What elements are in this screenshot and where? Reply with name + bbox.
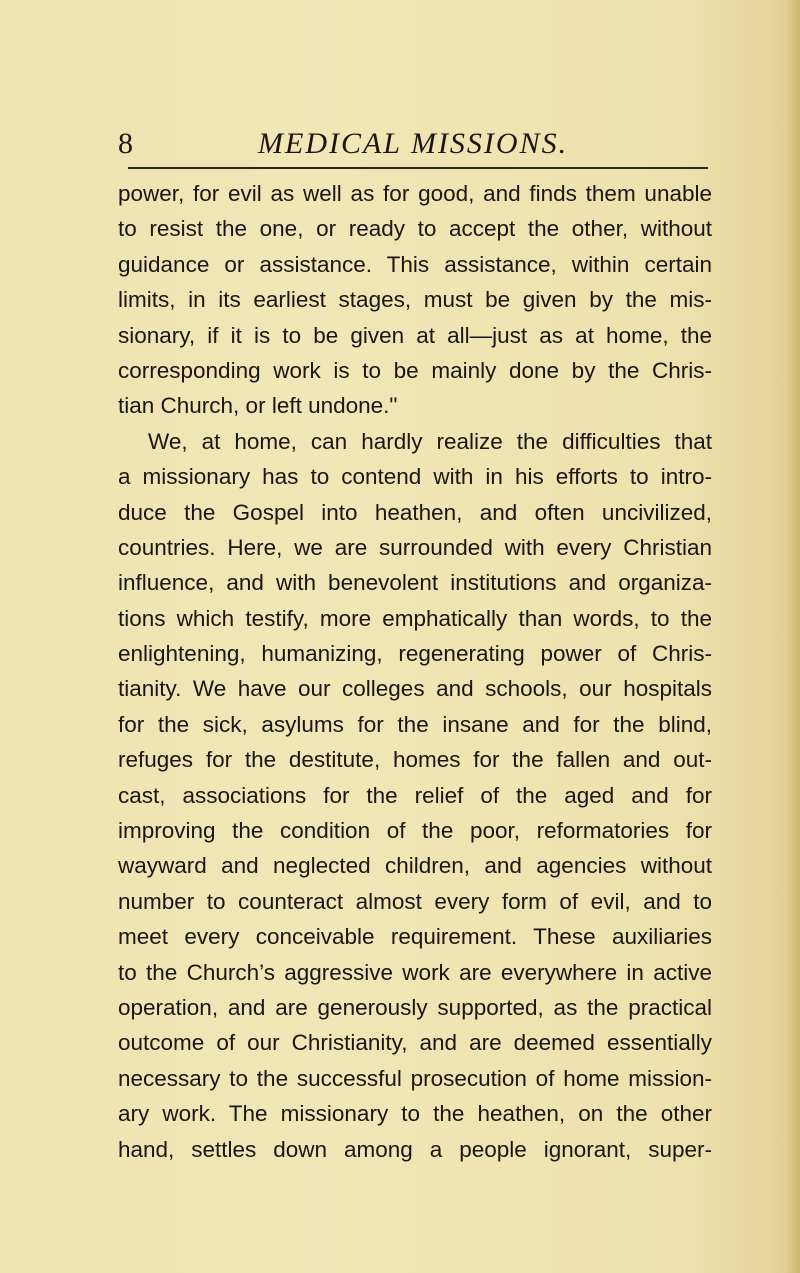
text-line: number to counteract almost every form of evil, and to bbox=[118, 888, 712, 914]
text-line: tian Church, or left undone." bbox=[118, 393, 398, 419]
text-line: influence, and with benevolent institutions and organiza- bbox=[118, 570, 712, 596]
text-line: outcome of our Christianity, and are deemed essentially bbox=[118, 1030, 712, 1056]
text-line: duce the Gospel into heathen, and often uncivilized, bbox=[118, 499, 712, 525]
text-line: wayward and neglected children, and agencies without bbox=[118, 853, 712, 879]
text-line: cast, associations for the relief of the aged and for bbox=[118, 782, 712, 808]
text-line: countries. Here, we are surrounded with every Christian bbox=[118, 534, 712, 560]
text-line: operation, and are generously supported, as the practical bbox=[118, 994, 712, 1020]
running-head bbox=[118, 120, 718, 168]
text-line: to resist the one, or ready to accept the other, without bbox=[118, 216, 712, 242]
text-line: a missionary has to contend with in his efforts to intro- bbox=[118, 464, 712, 490]
text-line: We, at home, can hardly realize the difficulties that bbox=[148, 428, 712, 454]
running-title: MEDICAL MISSIONS. bbox=[258, 127, 569, 160]
page-edge-shadow bbox=[786, 0, 800, 1273]
text-line: enlightening, humanizing, regenerating power of Chris- bbox=[118, 641, 712, 667]
text-line: necessary to the successful prosecution of home mission- bbox=[118, 1065, 712, 1091]
header-rule bbox=[128, 167, 708, 169]
text-line: power, for evil as well as for good, and finds them unable bbox=[118, 181, 712, 206]
text-line: tianity. We have our colleges and schools, our hospitals bbox=[118, 676, 712, 702]
text-line: sionary, if it is to be given at all—just as at home, the bbox=[118, 322, 712, 348]
text-line: meet every conceivable requirement. These auxiliaries bbox=[118, 924, 712, 950]
text-line: hand, settles down among a people ignorant, super- bbox=[118, 1136, 712, 1162]
paragraph bbox=[118, 424, 712, 1167]
page-number: 8 bbox=[118, 127, 133, 160]
paragraph bbox=[118, 176, 712, 424]
text-line: ary work. The missionary to the heathen, on the other bbox=[118, 1101, 712, 1127]
text-line: for the sick, asylums for the insane and for the blind, bbox=[118, 711, 712, 737]
text-line: guidance or assistance. This assistance, within certain bbox=[118, 251, 712, 277]
text-line: to the Church’s aggressive work are everywhere in active bbox=[118, 959, 712, 985]
text-line: corresponding work is to be mainly done by the Chris- bbox=[118, 357, 712, 383]
text-line: tions which testify, more emphatically than words, to the bbox=[118, 605, 712, 631]
text-line: limits, in its earliest stages, must be given by the mis- bbox=[118, 287, 712, 313]
text-line: improving the condition of the poor, reformatories for bbox=[118, 818, 712, 844]
text-line: refuges for the destitute, homes for the fallen and out- bbox=[118, 747, 712, 773]
body-text bbox=[118, 176, 712, 1167]
